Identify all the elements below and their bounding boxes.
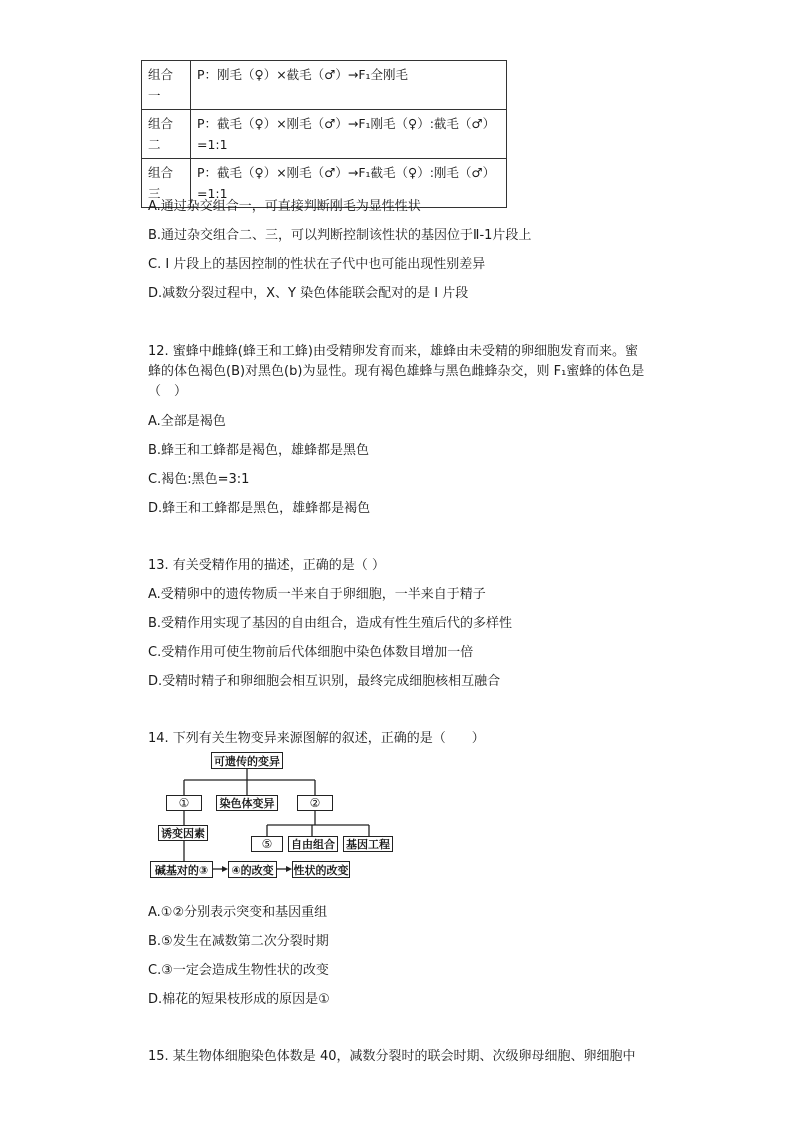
table-cell-text: P：截毛（♀）×刚毛（♂）→F₁刚毛（♀）:截毛（♂）=1:1 xyxy=(191,110,507,159)
node-2-box: ② xyxy=(297,795,333,811)
q12-option-c: C.褐色:黑色=3:1 xyxy=(148,472,250,487)
chromosome-variation-box: 染色体变异 xyxy=(216,795,278,811)
q13-option-b: B.受精作用实现了基因的自由组合，造成有性生殖后代的多样性 xyxy=(148,616,513,631)
q11-option-a: A.通过杂交组合一，可直接判断刚毛为显性性状 xyxy=(148,199,421,214)
q12-option-d: D.蜂王和工蜂都是黑色，雄蜂都是褐色 xyxy=(148,501,371,516)
q13-option-d: D.受精时精子和卵细胞会相互识别，最终完成细胞核相互融合 xyxy=(148,674,501,689)
q13-option-c: C.受精作用可使生物前后代体细胞中染色体数目增加一倍 xyxy=(148,645,474,660)
trait-change-box: 性状的改变 xyxy=(292,861,350,878)
table-cell-text: P：刚毛（♀）×截毛（♂）→F₁全刚毛 xyxy=(191,61,507,110)
q13-option-a: A.受精卵中的遗传物质一半来自于卵细胞，一半来自于精子 xyxy=(148,587,486,602)
q12-stem-line2: 蜂的体色褐色(B)对黑色(b)为显性。现有褐色雄蜂与黑色雌蜂杂交，则 F₁蜜蜂的体色是 xyxy=(148,364,645,379)
base-pair-box: 碱基对的③ xyxy=(150,861,213,878)
root-box: 可遗传的变异 xyxy=(211,752,283,769)
genetic-engineering-box: 基因工程 xyxy=(343,836,393,852)
table-cell-text: P：截毛（♀）×刚毛（♂）→F₁截毛（♀）:刚毛（♂）=1:1 xyxy=(191,159,507,208)
change-4-box: ④的改变 xyxy=(228,861,277,878)
table-cell-label: 组合二 xyxy=(142,110,191,159)
q12-stem-line1: 12. 蜜蜂中雌蜂(蜂王和工蜂)由受精卵发育而来，雄蜂由未受精的卵细胞发育而来。蜜 xyxy=(148,344,638,359)
q14-option-b: B.⑤发生在减数第二次分裂时期 xyxy=(148,934,329,949)
table-cell-label: 组合三 xyxy=(142,159,191,208)
node-1-box: ① xyxy=(166,795,202,811)
q12-stem-line3: （ ） xyxy=(148,384,188,399)
q14-option-a: A.①②分别表示突变和基因重组 xyxy=(148,905,328,920)
q12-option-b: B.蜂王和工蜂都是褐色，雄蜂都是黑色 xyxy=(148,443,370,458)
q14-stem: 14. 下列有关生物变异来源图解的叙述，正确的是（ ） xyxy=(148,731,485,746)
q11-option-b: B.通过杂交组合二、三，可以判断控制该性状的基因位于Ⅱ-1片段上 xyxy=(148,228,532,243)
q12-option-a: A.全部是褐色 xyxy=(148,414,226,429)
q11-option-c: C. I 片段上的基因控制的性状在子代中也可能出现性别差异 xyxy=(148,257,486,272)
mutagen-box: 诱变因素 xyxy=(158,825,208,841)
q11-option-d: D.减数分裂过程中，X、Y 染色体能联会配对的是 I 片段 xyxy=(148,286,469,301)
q13-stem: 13. 有关受精作用的描述，正确的是（ ） xyxy=(148,558,385,573)
free-combination-box: 自由组合 xyxy=(288,836,338,852)
q14-option-c: C.③一定会造成生物性状的改变 xyxy=(148,963,329,978)
q14-option-d: D.棉花的短果枝形成的原因是① xyxy=(148,992,330,1007)
q15-stem: 15. 某生物体细胞染色体数是 40，减数分裂时的联会时期、次级卵母细胞、卵细胞中 xyxy=(148,1049,636,1064)
table-cell-label: 组合一 xyxy=(142,61,191,110)
node-5-box: ⑤ xyxy=(251,836,283,852)
